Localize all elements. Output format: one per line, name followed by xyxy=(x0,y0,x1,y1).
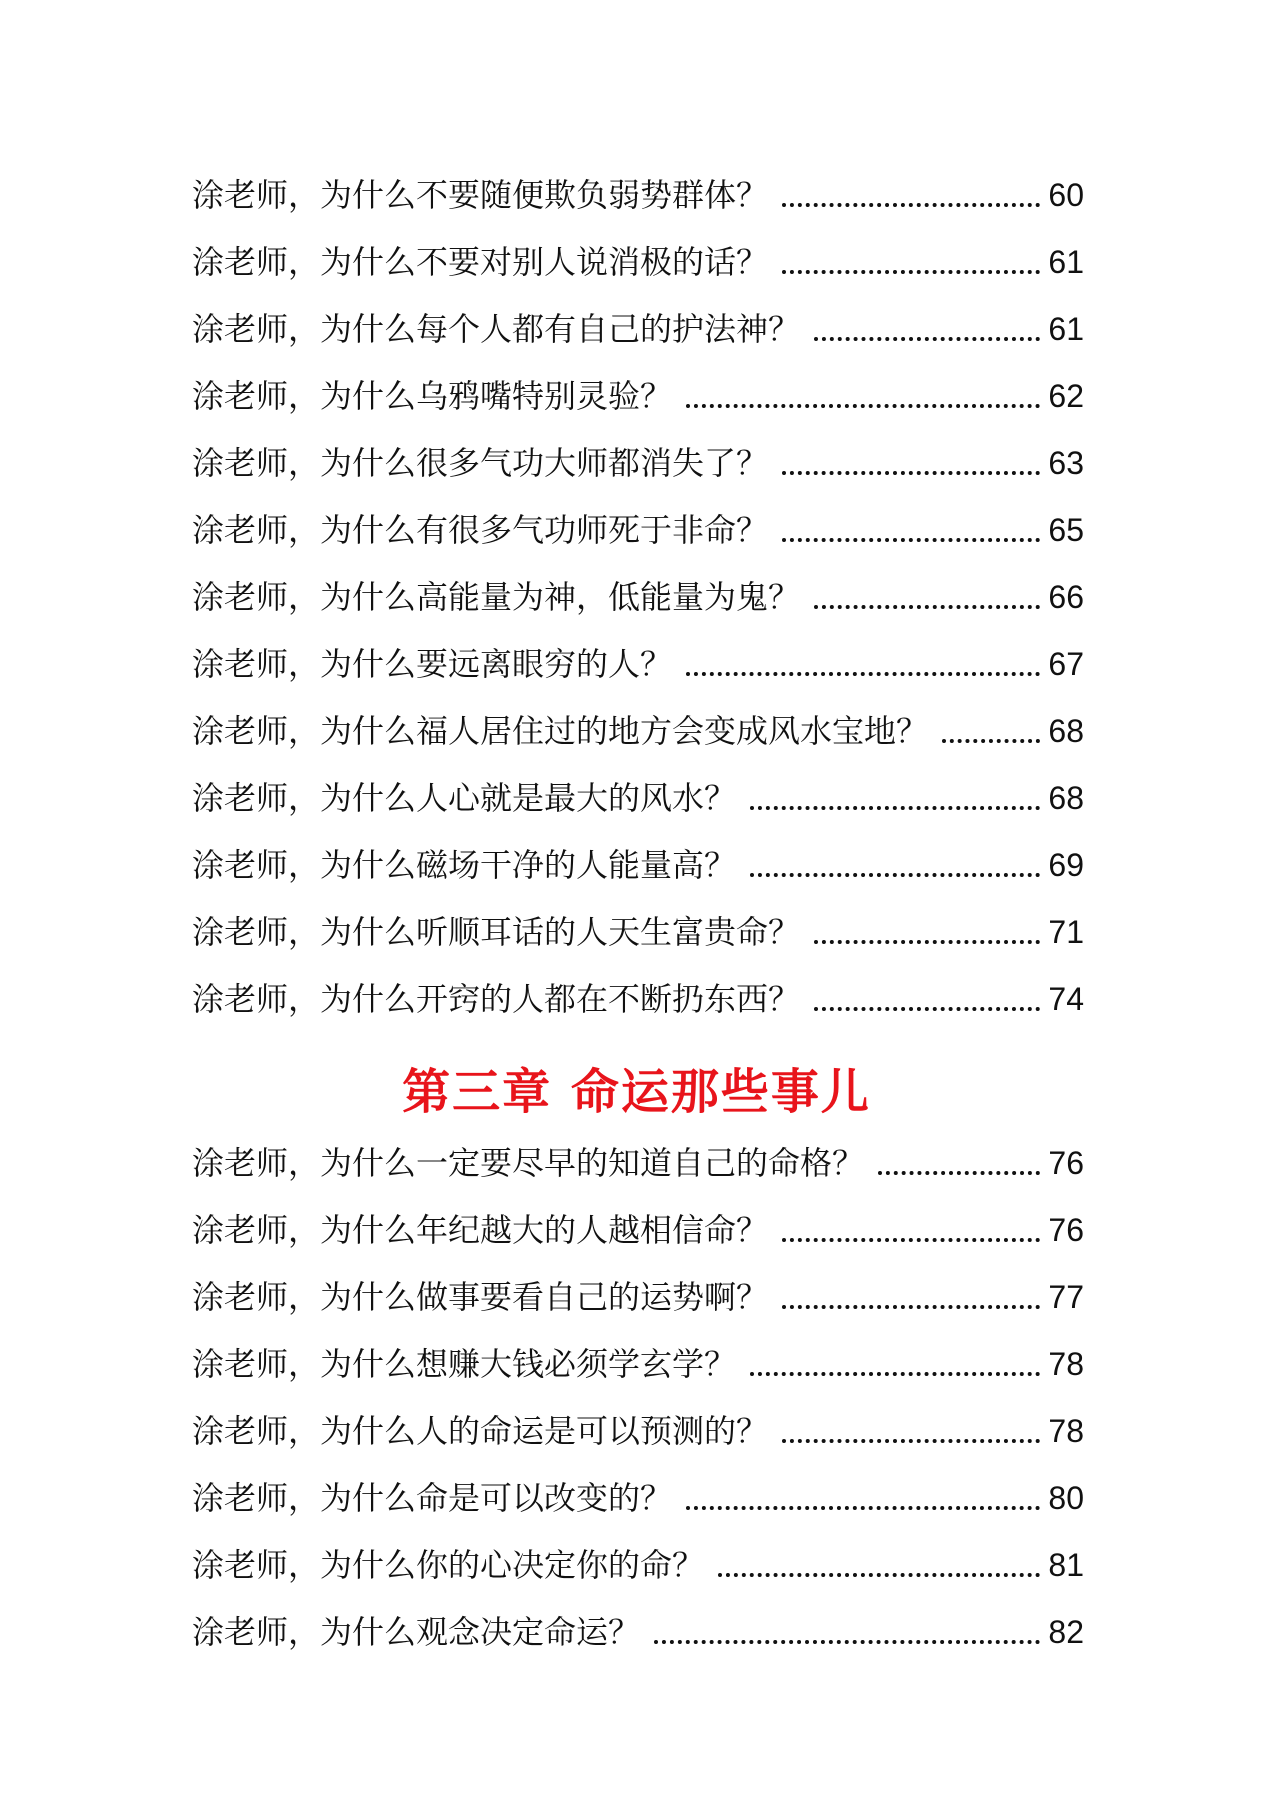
toc-leader-dots xyxy=(782,1305,1040,1309)
toc-entry[interactable] xyxy=(192,826,1084,893)
toc-entry[interactable] xyxy=(192,1258,1084,1325)
toc-leader-dots xyxy=(814,1007,1040,1011)
toc-entry-title: 涂老师，为什么要远离眼穷的人？ xyxy=(192,645,673,683)
toc-entry[interactable] xyxy=(192,424,1084,491)
toc-entry-title: 涂老师，为什么一定要尽早的知道自己的命格？ xyxy=(192,1144,865,1182)
toc-list-section-2 xyxy=(192,1124,1084,1660)
toc-entry[interactable] xyxy=(192,1459,1084,1526)
toc-entry[interactable] xyxy=(192,692,1084,759)
toc-entry-title: 涂老师，为什么磁场干净的人能量高？ xyxy=(192,846,737,884)
toc-entry-title: 涂老师，为什么乌鸦嘴特别灵验？ xyxy=(192,377,673,415)
toc-entry[interactable] xyxy=(192,1325,1084,1392)
toc-leader-dots xyxy=(782,471,1040,475)
toc-entry-page: 78 xyxy=(1048,1346,1084,1382)
toc-leader-dots xyxy=(686,1506,1040,1510)
toc-leader-dots xyxy=(750,873,1040,877)
toc-entry[interactable] xyxy=(192,357,1084,424)
toc-entry[interactable] xyxy=(192,1392,1084,1459)
toc-entry-title: 涂老师，为什么有很多气功师死于非命？ xyxy=(192,511,769,549)
toc-entry-page: 67 xyxy=(1048,646,1084,682)
toc-entry-title: 涂老师，为什么不要随便欺负弱势群体？ xyxy=(192,176,769,214)
toc-entry[interactable] xyxy=(192,491,1084,558)
toc-entry-page: 61 xyxy=(1048,311,1084,347)
toc-entry-title: 涂老师，为什么人的命运是可以预测的？ xyxy=(192,1412,769,1450)
toc-leader-dots xyxy=(654,1640,1040,1644)
toc-entry-title: 涂老师，为什么开窍的人都在不断扔东西？ xyxy=(192,980,801,1018)
toc-leader-dots xyxy=(878,1171,1040,1175)
toc-leader-dots xyxy=(782,1439,1040,1443)
toc-entry-page: 69 xyxy=(1048,847,1084,883)
toc-entry[interactable] xyxy=(192,1526,1084,1593)
toc-entry-title: 涂老师，为什么很多气功大师都消失了？ xyxy=(192,444,769,482)
toc-entry[interactable] xyxy=(192,625,1084,692)
toc-entry-page: 76 xyxy=(1048,1145,1084,1181)
toc-list-section-1 xyxy=(192,156,1084,1027)
toc-entry-title: 涂老师，为什么年纪越大的人越相信命？ xyxy=(192,1211,769,1249)
toc-leader-dots xyxy=(814,337,1040,341)
toc-entry-page: 63 xyxy=(1048,445,1084,481)
toc-entry[interactable] xyxy=(192,759,1084,826)
toc-leader-dots xyxy=(782,1238,1040,1242)
toc-leader-dots xyxy=(718,1573,1040,1577)
toc-entry-page: 82 xyxy=(1048,1614,1084,1650)
toc-entry[interactable] xyxy=(192,156,1084,223)
toc-entry-title: 涂老师，为什么不要对别人说消极的话？ xyxy=(192,243,769,281)
toc-entry-title: 涂老师，为什么听顺耳话的人天生富贵命？ xyxy=(192,913,801,951)
toc-entry-page: 65 xyxy=(1048,512,1084,548)
toc-entry-page: 68 xyxy=(1048,713,1084,749)
toc-entry[interactable] xyxy=(192,558,1084,625)
toc-entry-title: 涂老师，为什么观念决定命运？ xyxy=(192,1613,641,1651)
toc-entry-title: 涂老师，为什么高能量为神，低能量为鬼？ xyxy=(192,578,801,616)
toc-leader-dots xyxy=(750,1372,1040,1376)
toc-entry-title: 涂老师，为什么你的心决定你的命？ xyxy=(192,1546,705,1584)
toc-entry-page: 76 xyxy=(1048,1212,1084,1248)
toc-leader-dots xyxy=(686,672,1040,676)
toc-leader-dots xyxy=(750,806,1040,810)
toc-entry-title: 涂老师，为什么福人居住过的地方会变成风水宝地？ xyxy=(192,712,929,750)
toc-entry-title: 涂老师，为什么做事要看自己的运势啊？ xyxy=(192,1278,769,1316)
toc-entry-page: 78 xyxy=(1048,1413,1084,1449)
toc-entry[interactable] xyxy=(192,893,1084,960)
toc-entry-page: 81 xyxy=(1048,1547,1084,1583)
toc-entry-page: 77 xyxy=(1048,1279,1084,1315)
toc-entry[interactable] xyxy=(192,1124,1084,1191)
chapter-heading: 第三章 命运那些事儿 xyxy=(402,1064,871,1120)
toc-leader-dots xyxy=(782,203,1040,207)
toc-leader-dots xyxy=(686,404,1040,408)
toc-leader-dots xyxy=(782,538,1040,542)
toc-entry-page: 66 xyxy=(1048,579,1084,615)
toc-entry[interactable] xyxy=(192,1593,1084,1660)
toc-entry-page: 80 xyxy=(1048,1480,1084,1516)
toc-entry-page: 61 xyxy=(1048,244,1084,280)
toc-entry[interactable] xyxy=(192,290,1084,357)
toc-entry[interactable] xyxy=(192,1191,1084,1258)
toc-entry[interactable] xyxy=(192,223,1084,290)
toc-entry-title: 涂老师，为什么命是可以改变的？ xyxy=(192,1479,673,1517)
toc-entry-page: 68 xyxy=(1048,780,1084,816)
toc-entry-page: 71 xyxy=(1048,914,1084,950)
toc-entry-page: 60 xyxy=(1048,177,1084,213)
toc-entry-title: 涂老师，为什么每个人都有自己的护法神？ xyxy=(192,310,801,348)
toc-entry-page: 62 xyxy=(1048,378,1084,414)
toc-leader-dots xyxy=(814,940,1040,944)
toc-leader-dots xyxy=(782,270,1040,274)
toc-entry-title: 涂老师，为什么人心就是最大的风水？ xyxy=(192,779,737,817)
toc-leader-dots xyxy=(942,739,1040,743)
toc-entry[interactable] xyxy=(192,960,1084,1027)
toc-leader-dots xyxy=(814,605,1040,609)
toc-entry-page: 74 xyxy=(1048,981,1084,1017)
toc-entry-title: 涂老师，为什么想赚大钱必须学玄学？ xyxy=(192,1345,737,1383)
